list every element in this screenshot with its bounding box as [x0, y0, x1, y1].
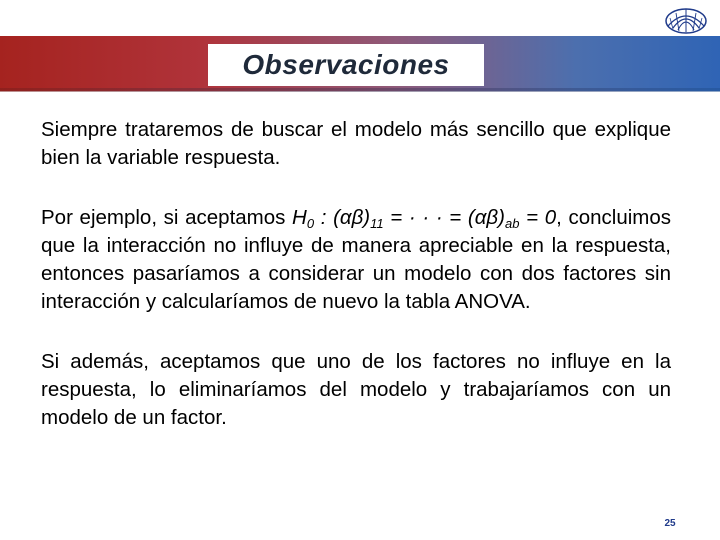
paragraph-2-rest: , concluimos que la interacción no influye de manera apreciable en la respuesta, entonces pasaríamos a considerar un modelo con dos factores sin interacción y calcularíamos de nuevo la tabla ANOVA.: [41, 206, 672, 313]
title-box: [208, 44, 484, 86]
formula-subscript-ab: ab: [504, 216, 520, 231]
slide-content: [41, 116, 671, 432]
formula-dots: = · · · = (αβ): [383, 206, 505, 229]
slide-title: Observaciones: [242, 49, 450, 80]
page-number: 25: [664, 518, 676, 529]
formula-colon: : (αβ): [314, 206, 371, 229]
formula-subscript-11: 11: [370, 216, 384, 231]
title-banner-shadow: [0, 88, 720, 92]
hypothesis-formula: [292, 206, 556, 229]
paragraph-2-lead: Por ejemplo, si aceptamos: [41, 206, 293, 229]
paragraph-3: Si además, aceptamos que uno de los factores no influye en la respuesta, lo eliminaríamos del modelo y trabajaríamos con un modelo de un factor.: [41, 350, 671, 429]
university-dome-logo-icon: [664, 4, 708, 34]
paragraph-2: [41, 204, 671, 316]
paragraph-1: Siempre trataremos de buscar el modelo más sencillo que explique bien la variable respuesta.: [41, 118, 671, 169]
formula-h-subscript: 0: [306, 216, 315, 231]
formula-end: = 0: [519, 206, 557, 229]
formula-h: H: [292, 206, 307, 229]
